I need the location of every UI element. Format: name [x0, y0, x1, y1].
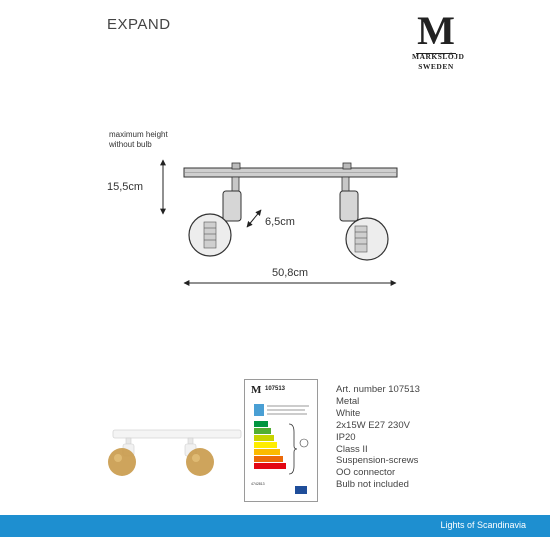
logo-letter: M — [417, 8, 455, 53]
spec-item: Bulb not included — [336, 479, 409, 491]
spec-item: OO connector — [336, 467, 396, 479]
spec-list — [336, 384, 420, 491]
width-dimension-label: 50,8cm — [272, 267, 309, 279]
spec-item: White — [336, 407, 361, 419]
spec-item: Metal — [336, 395, 360, 407]
spec-item: IP20 — [336, 431, 356, 443]
depth-dimension-arrow — [247, 210, 261, 227]
footer-bar — [0, 515, 550, 537]
logo-brand-name: MARKSLÖJD — [412, 52, 465, 61]
spec-item: Art. number 107513 — [336, 384, 420, 395]
max-height-note-line2: without bulb — [109, 140, 152, 149]
energy-label-ean: 4742813 — [251, 482, 265, 486]
energy-label-logo: M — [251, 384, 262, 396]
spec-item: Suspension-screws — [336, 455, 419, 467]
spotlight-right — [340, 177, 388, 260]
height-dimension-label: 15,5cm — [107, 181, 144, 193]
product-photo — [108, 430, 241, 476]
footer-tagline: Lights of Scandinavia — [440, 520, 526, 530]
spec-item: Class II — [336, 443, 368, 455]
energy-label-article: 107513 — [265, 386, 286, 392]
max-height-note-line1: maximum height — [109, 130, 168, 139]
depth-dimension-label: 6,5cm — [265, 216, 295, 228]
logo-country: SWEDEN — [418, 62, 454, 71]
energy-label — [244, 379, 318, 502]
spec-item: 2x15W E27 230V — [336, 419, 410, 431]
page-title: EXPAND — [107, 16, 171, 33]
fixture-rail — [184, 163, 397, 177]
spotlight-left — [189, 177, 241, 256]
